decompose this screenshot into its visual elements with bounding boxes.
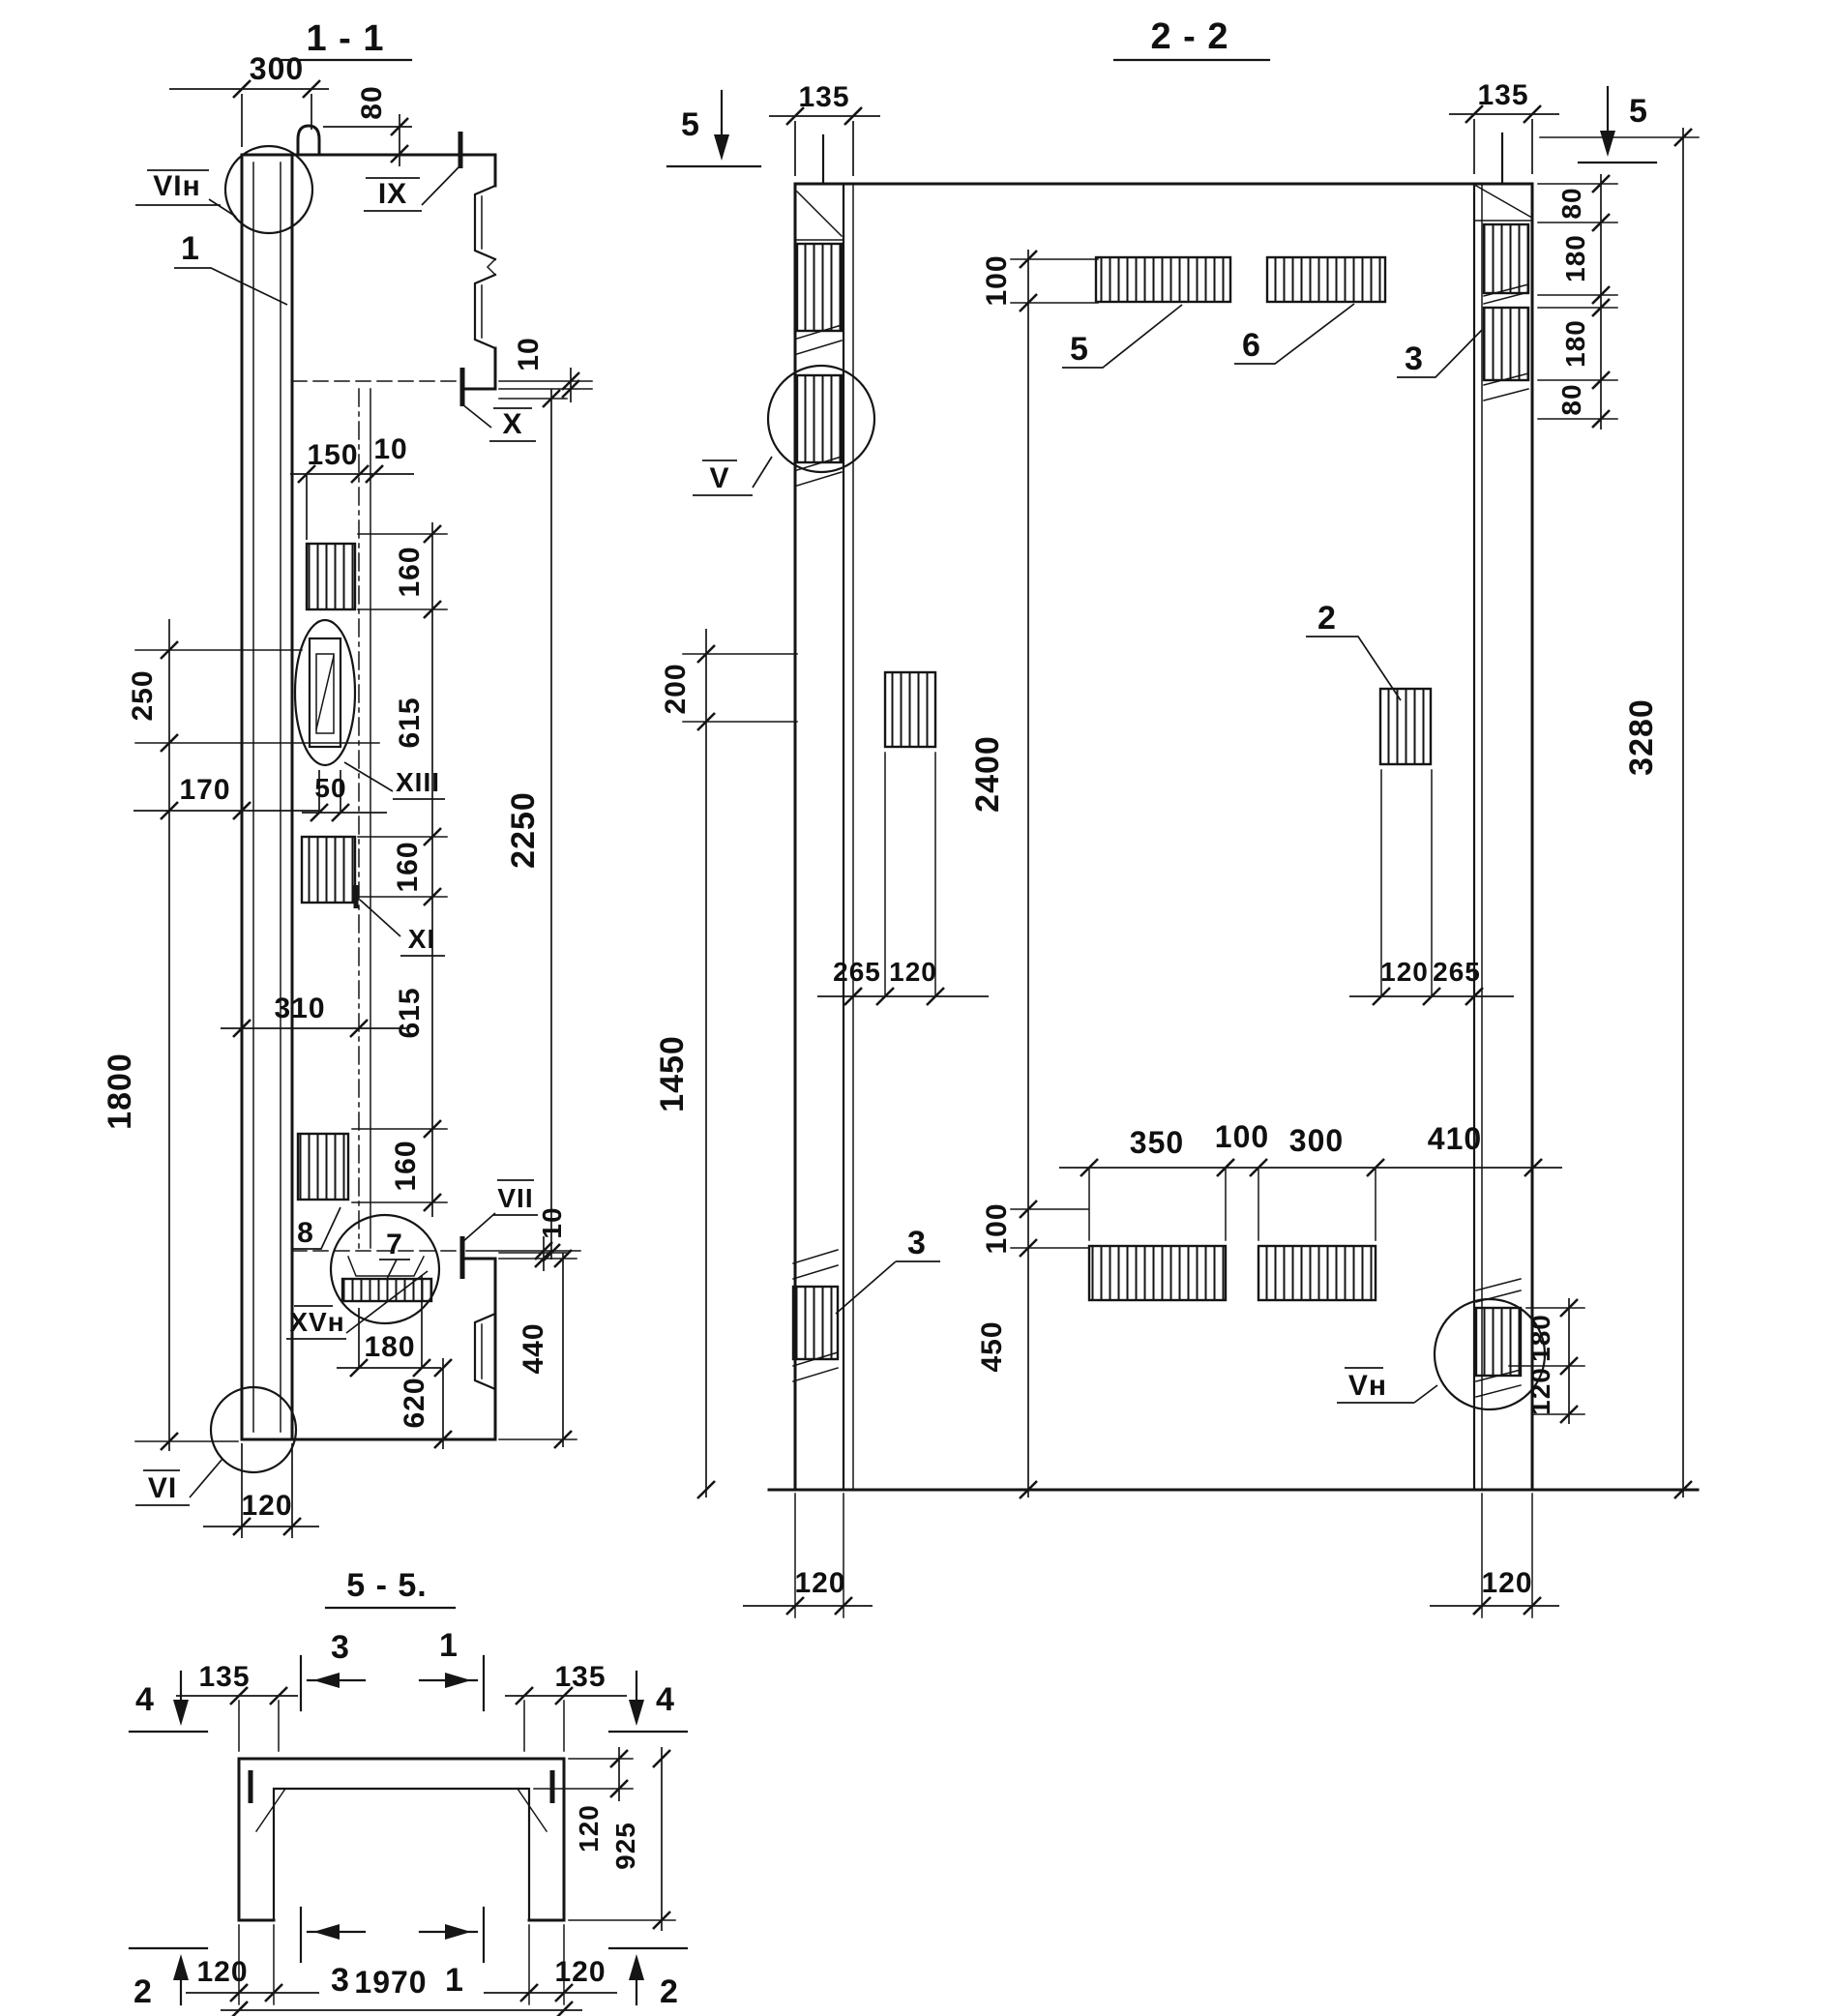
svg-text:1: 1 — [181, 230, 200, 267]
svg-text:5: 5 — [1070, 331, 1089, 368]
svg-text:135: 135 — [554, 1661, 607, 1693]
svg-text:120: 120 — [196, 1956, 249, 1988]
svg-text:160: 160 — [390, 1140, 422, 1192]
dim-10-top — [499, 337, 592, 402]
embed-plate-6 — [1267, 257, 1385, 302]
svg-text:3: 3 — [331, 1629, 350, 1666]
dim-135-left — [769, 81, 880, 176]
section-mark-vi — [135, 1459, 222, 1505]
section-mark-v — [693, 457, 772, 495]
svg-text:2400: 2400 — [969, 735, 1006, 813]
svg-text:170: 170 — [179, 774, 231, 806]
svg-text:3: 3 — [1405, 341, 1424, 377]
svg-text:120: 120 — [554, 1956, 607, 1988]
svg-text:160: 160 — [394, 546, 426, 598]
embed-plate-bot-right — [1258, 1246, 1376, 1300]
part-callout-7 — [379, 1229, 410, 1279]
svg-text:615: 615 — [394, 697, 426, 749]
cut-marker-4-right — [609, 1672, 687, 1732]
svg-text:310: 310 — [274, 993, 326, 1024]
svg-text:4: 4 — [135, 1681, 155, 1718]
svg-text:2: 2 — [660, 1973, 679, 2010]
part-callout-3-top — [1397, 330, 1482, 377]
svg-text:300: 300 — [249, 51, 305, 86]
svg-text:50: 50 — [314, 773, 347, 803]
svg-text:120: 120 — [574, 1804, 604, 1853]
svg-text:100: 100 — [981, 254, 1013, 307]
svg-text:620: 620 — [399, 1377, 430, 1429]
section-mark-x — [462, 368, 536, 441]
svg-text:100: 100 — [981, 1202, 1013, 1255]
part-callout-8 — [292, 1207, 340, 1249]
dim-120-under-right-rib — [1430, 1494, 1559, 1617]
view-section-5-5 — [130, 1567, 687, 2016]
part-callout-1 — [174, 230, 287, 305]
svg-text:XI: XI — [407, 924, 436, 954]
dim-chain-left-22 — [654, 629, 797, 1498]
svg-text:5: 5 — [681, 106, 700, 143]
section-mark-vn — [1337, 1368, 1437, 1403]
dim-2250 — [499, 389, 567, 1261]
part-callout-5 — [1062, 305, 1182, 368]
dim-chain-right-top — [1538, 174, 1617, 430]
svg-text:2: 2 — [1317, 600, 1337, 637]
section-arrow-3-top — [301, 1629, 365, 1710]
detail-circle-vin — [225, 146, 312, 233]
svg-text:XIII: XIII — [395, 767, 441, 797]
left-rib-embeds — [793, 244, 842, 1381]
svg-text:120: 120 — [794, 1567, 846, 1599]
dim-150-10 — [290, 433, 414, 540]
svg-text:440: 440 — [518, 1322, 549, 1375]
cut-marker-2-left — [130, 1948, 207, 2010]
svg-text:150: 150 — [307, 439, 359, 471]
part-callout-2 — [1306, 600, 1401, 700]
svg-text:180: 180 — [1560, 234, 1590, 282]
svg-text:615: 615 — [394, 987, 426, 1039]
svg-text:X: X — [502, 408, 523, 440]
dim-chain-center — [969, 250, 1098, 1498]
svg-text:160: 160 — [392, 841, 424, 893]
svg-text:200: 200 — [660, 663, 692, 715]
svg-text:180: 180 — [1525, 1314, 1555, 1362]
part-callout-6 — [1234, 304, 1354, 364]
svg-text:1: 1 — [439, 1627, 459, 1664]
dim-120-leg-left — [186, 1925, 319, 2004]
svg-text:265: 265 — [1433, 957, 1481, 987]
right-rib-embeds — [1476, 224, 1528, 1397]
view-title-2-2 — [1114, 16, 1269, 60]
dim-135-left-55 — [176, 1661, 298, 1751]
dim-620 — [399, 1358, 452, 1449]
svg-text:10: 10 — [373, 433, 408, 465]
view-section-2-2 — [654, 16, 1699, 1617]
svg-text:2: 2 — [133, 1973, 153, 2010]
svg-text:300: 300 — [1288, 1123, 1345, 1158]
panel-wall-outline — [242, 126, 495, 1439]
part-callout-3-bottom — [836, 1225, 940, 1314]
svg-text:100: 100 — [1214, 1119, 1270, 1154]
embed-plate-5 — [1096, 257, 1230, 302]
dim-440 — [499, 1250, 577, 1448]
detail-circle-7 — [331, 1215, 439, 1323]
svg-text:350: 350 — [1129, 1125, 1185, 1160]
svg-text:120: 120 — [889, 957, 937, 987]
svg-text:180: 180 — [364, 1331, 416, 1363]
view-title-5-5 — [326, 1567, 455, 1608]
svg-text:120: 120 — [1380, 957, 1429, 987]
svg-text:7: 7 — [386, 1229, 403, 1260]
svg-text:3: 3 — [331, 1962, 350, 1999]
embed-plate-top — [307, 544, 355, 609]
svg-text:410: 410 — [1427, 1121, 1483, 1156]
svg-text:80: 80 — [356, 85, 388, 120]
dim-300 — [169, 51, 329, 147]
svg-text:V: V — [709, 462, 730, 494]
svg-text:1970: 1970 — [354, 1965, 428, 2000]
dim-row-350-100-300-410 — [1059, 1119, 1562, 1240]
section-mark-ix — [364, 132, 460, 211]
svg-text:3: 3 — [907, 1225, 927, 1261]
dim-mid-right — [1349, 770, 1514, 1005]
svg-text:2250: 2250 — [505, 791, 542, 869]
dim-120-under-left-rib — [743, 1494, 873, 1617]
dim-310 — [221, 993, 406, 1037]
svg-text:80: 80 — [1556, 187, 1586, 220]
svg-text:VII: VII — [497, 1183, 534, 1213]
dim-135-right-55 — [505, 1661, 627, 1751]
svg-text:1: 1 — [445, 1962, 464, 1999]
cut-marker-5-right — [1579, 87, 1656, 163]
svg-text:135: 135 — [1477, 79, 1529, 111]
svg-text:450: 450 — [976, 1320, 1008, 1373]
embed-plate-bot-left — [1089, 1246, 1226, 1300]
dim-120-leg-right — [484, 1925, 617, 2004]
svg-text:XVн: XVн — [289, 1307, 345, 1337]
cut-marker-2-right — [609, 1948, 687, 2010]
embed-plate-mid — [302, 837, 355, 903]
svg-text:5: 5 — [1629, 93, 1648, 130]
svg-text:250: 250 — [127, 669, 159, 722]
svg-text:10: 10 — [537, 1206, 567, 1239]
svg-text:120: 120 — [241, 1490, 293, 1522]
svg-text:6: 6 — [1242, 327, 1261, 364]
section-arrow-1-top — [420, 1627, 484, 1710]
svg-text:5 - 5.: 5 - 5. — [346, 1567, 428, 1604]
section-arrow-1-bottom — [420, 1908, 484, 1999]
embed-plate-bottom — [298, 1134, 348, 1200]
dim-135-right — [1449, 79, 1559, 174]
svg-text:180: 180 — [1560, 319, 1590, 368]
svg-text:120: 120 — [1481, 1567, 1533, 1599]
svg-text:VIн: VIн — [153, 170, 201, 202]
svg-text:VI: VI — [147, 1472, 178, 1504]
svg-text:80: 80 — [1556, 383, 1586, 416]
svg-text:925: 925 — [610, 1822, 640, 1870]
embed-plate-2 — [1380, 689, 1431, 764]
svg-text:Vн: Vн — [1347, 1370, 1388, 1402]
svg-text:3280: 3280 — [1623, 698, 1660, 776]
svg-text:265: 265 — [833, 957, 881, 987]
svg-text:2 - 2: 2 - 2 — [1150, 16, 1229, 57]
section-mark-vii — [462, 1180, 538, 1279]
dim-50 — [302, 770, 387, 821]
cut-marker-5-left — [667, 91, 760, 166]
dim-chain-right — [352, 522, 447, 1217]
svg-text:IX: IX — [377, 178, 408, 210]
view-title-text: 1 - 1 — [306, 18, 385, 59]
svg-text:120: 120 — [1525, 1367, 1555, 1415]
svg-text:10: 10 — [513, 337, 545, 371]
channel-outline — [239, 1759, 564, 1920]
lifting-loop — [298, 126, 319, 155]
svg-text:135: 135 — [198, 1661, 251, 1693]
svg-text:1450: 1450 — [654, 1035, 691, 1112]
panel-outline-2-2 — [769, 133, 1698, 1490]
svg-text:1800: 1800 — [102, 1052, 138, 1130]
cut-marker-4-left — [130, 1672, 207, 1732]
embed-plate-mid-left — [885, 672, 935, 747]
section-mark-vin — [135, 170, 236, 217]
svg-text:8: 8 — [297, 1217, 314, 1249]
svg-text:4: 4 — [656, 1681, 675, 1718]
svg-text:135: 135 — [798, 81, 850, 113]
serrated-embed-plate — [342, 1279, 431, 1301]
view-section-1-1 — [102, 18, 592, 1538]
